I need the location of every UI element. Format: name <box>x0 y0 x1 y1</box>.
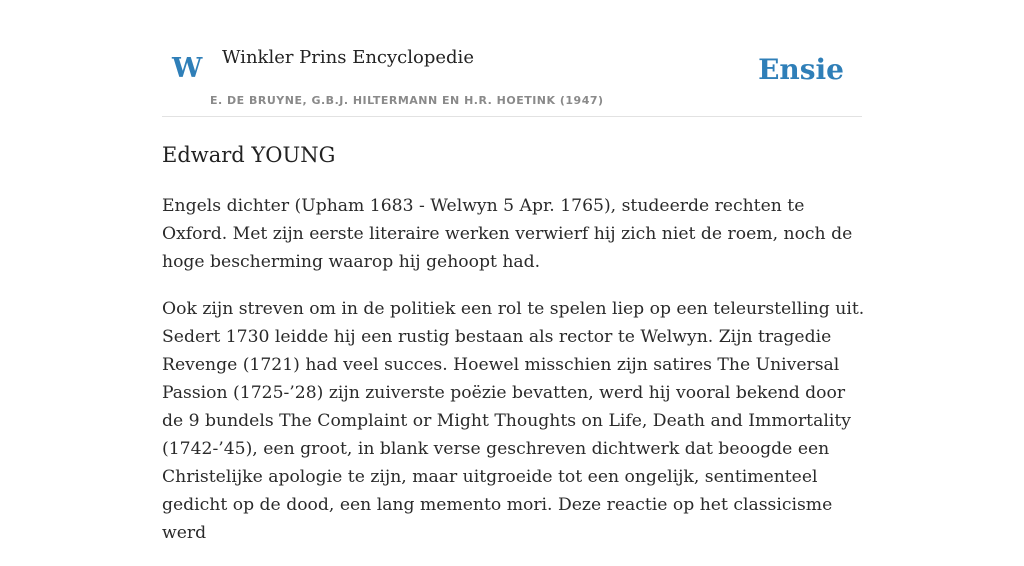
brand-logo[interactable]: Ensie <box>758 53 844 86</box>
paragraph: Engels dichter (Upham 1683 - Welwyn 5 Apr. 1765), studeerde rechten te Oxford. Met zijn eerste literaire werken verwierf hij zich niet de roem, noch de hoge bescherming waarop hij gehoopt had. <box>162 196 853 272</box>
publication-title[interactable]: Winkler Prins Encyclopedie <box>222 47 474 68</box>
article-page <box>162 0 865 543</box>
header <box>162 0 862 117</box>
publication-authors: E. DE BRUYNE, G.B.J. HILTERMANN EN H.R. HOETINK (1947) <box>210 94 604 107</box>
article-body <box>162 192 868 566</box>
publication-logo[interactable]: W <box>172 53 203 84</box>
article-title: Edward YOUNG <box>162 143 336 167</box>
paragraph: Ook zijn streven om in de politiek een rol te spelen liep op een teleurstelling uit. Sedert 1730 leidde hij een rustig bestaan als rector te Welwyn. Zijn tragedie Revenge (1721) had veel succes. Hoewel misschien zijn satires The Universal Passion (1725-’28) zijn zuiverste poëzie bevatten, werd hij vooral bekend door de 9 bundels The Complaint or Might Thoughts on Life, Death and Immortality (1742-’45), een groot, in blank verse geschreven dichtwerk dat beoogde een Christelijke apologie te zijn, maar uitgroeide tot een ongelijk, sentimenteel gedicht op de dood, een lang memento mori. Deze reactie op het classicisme werd <box>162 299 865 543</box>
